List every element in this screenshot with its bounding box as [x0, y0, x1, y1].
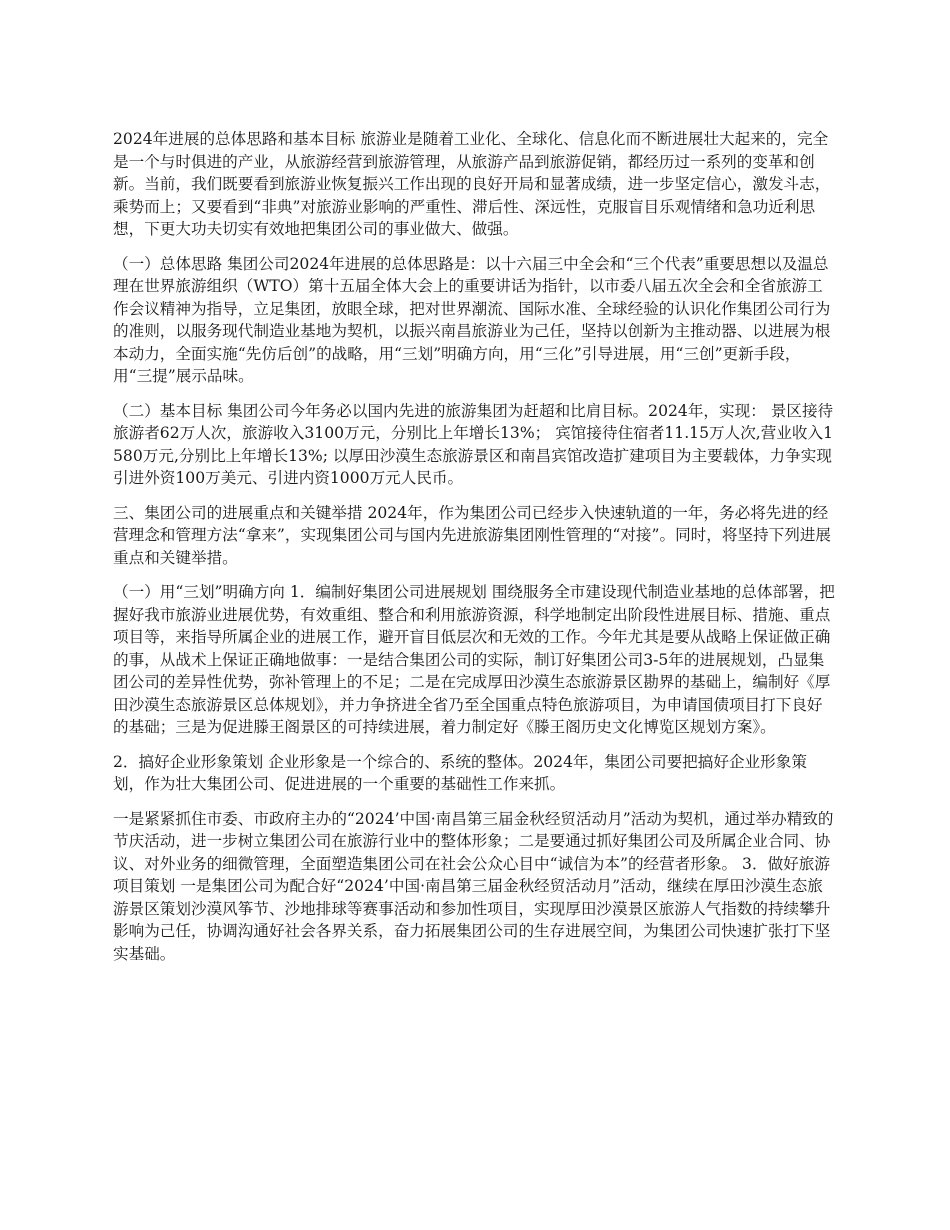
- paragraph-planning-direction: （一）用“三划”明确方向 1．编制好集团公司进展规划 围绕服务全市建设现代制造业基地的总体部署，把握好我市旅游业进展优势，有效重组、整合和利用旅游资源，科学地制定出阶段性进展目标、措施、重点项目等，来指导所属企业的进展工作，避开盲目低层次和无效的工作。今年尤其是要从战略上保证做正确的事，从战术上保证正确地做事：一是结合集团公司的实际，制订好集团公司3-5年的进展规划，凸显集团公司的差异性优势，弥补管理上的不足；二是在完成厚田沙漠生态旅游景区勘界的基础上，编制好《厚田沙漠生态旅游景区总体规划》，并力争挤进全省乃至全国重点特色旅游项目，为申请国债项目打下良好的基础；三是为促进滕王阁景区的可持续进展，着力制定好《滕王阁历史文化博览区规划方案》。: [113, 583, 835, 736]
- paragraph-project-planning: 一是紧紧抓住市委、市政府主办的“2024’中国·南昌第三届金秋经贸活动月”活动为契机，通过举办精致的节庆活动，进一步树立集团公司在旅游行业中的整体形象；二是要通过抓好集团公司及所属企业合同、协议、对外业务的细微管理，全面塑造集团公司在社会公众心目中“诚信为本”的经营者形象。 3．做好旅游项目策划 一是集团公司为配合好“2024’中国·南昌第三届金秋经贸活动月”活动，继续在厚田沙漠生态旅游景区策划沙漠风筝节、沙地排球等赛事活动和参加性项目，实现厚田沙漠景区旅游人气指数的持续攀升影响为己任，协调沟通好社会各界关系，奋力拓展集团公司的生存进展空间，为集团公司快速扩张打下坚实基础。: [113, 809, 834, 963]
- paragraph-intro: 2024年进展的总体思路和基本目标 旅游业是随着工业化、全球化、信息化而不断进展壮大起来的，完全是一个与时俱进的产业，从旅游经营到旅游管理，从旅游产品到旅游促销，都经历过一系列的变革和创新。当前，我们既要看到旅游业恢复振兴工作出现的良好开局和显著成绩，进一步坚定信心，激发斗志，乘势而上；又要看到“非典”对旅游业影响的严重性、滞后性、深远性，克服盲目乐观情绪和急功近利思想，下更大功夫切实有效地把集团公司的事业做大、做强。: [113, 130, 831, 238]
- paragraph-basic-goals: （二）基本目标 集团公司今年务必以国内先进的旅游集团为赶超和比肩目标。2024年，实现： 景区接待旅游者62万人次，旅游收入3100万元，分别比上年增长13%； 宾馆接待住宿者11.15万人次,营业收入1580万元,分别比上年增长13%; 以厚田沙漠生态旅游景区和南昌宾馆改造扩建项目为主要载体，力争实现引进外资100万美元、引进内资1000万元人民币。: [113, 401, 834, 487]
- paragraph-key-measures: 三、集团公司的进展重点和关键举措 2024年，作为集团公司已经步入快速轨道的一年，务必将先进的经营理念和管理方法“拿来”，实现集团公司与国内先进旅游集团刚性管理的“对接”。同时，将坚持下列进展重点和关键举措。: [113, 503, 832, 567]
- document-body: [113, 128, 837, 977]
- paragraph-corporate-image: 2．搞好企业形象策划 企业形象是一个综合的、系统的整体。2024年，集团公司要把搞好企业形象策划，作为壮大集团公司、促进进展的一个重要的基础性工作来抓。: [113, 752, 807, 793]
- paragraph-overall-approach: （一）总体思路 集团公司2024年进展的总体思路是：以十六届三中全会和“三个代表”重要思想以及温总理在世界旅游组织（WTO）第十五届全体大会上的重要讲话为指针，以市委八届五次全会和全省旅游工作会议精神为指导，立足集团，放眼全球，把对世界潮流、国际水准、全球经验的认识化作集团公司行为的准则，以服务现代制造业基地为契机，以振兴南昌旅游业为己任，坚持以创新为主推动器、以进展为根本动力，全面实施“先仿后创”的战略，用“三划”明确方向，用“三化”引导进展，用“三创”更新手段，用“三提”展示品味。: [113, 254, 831, 385]
